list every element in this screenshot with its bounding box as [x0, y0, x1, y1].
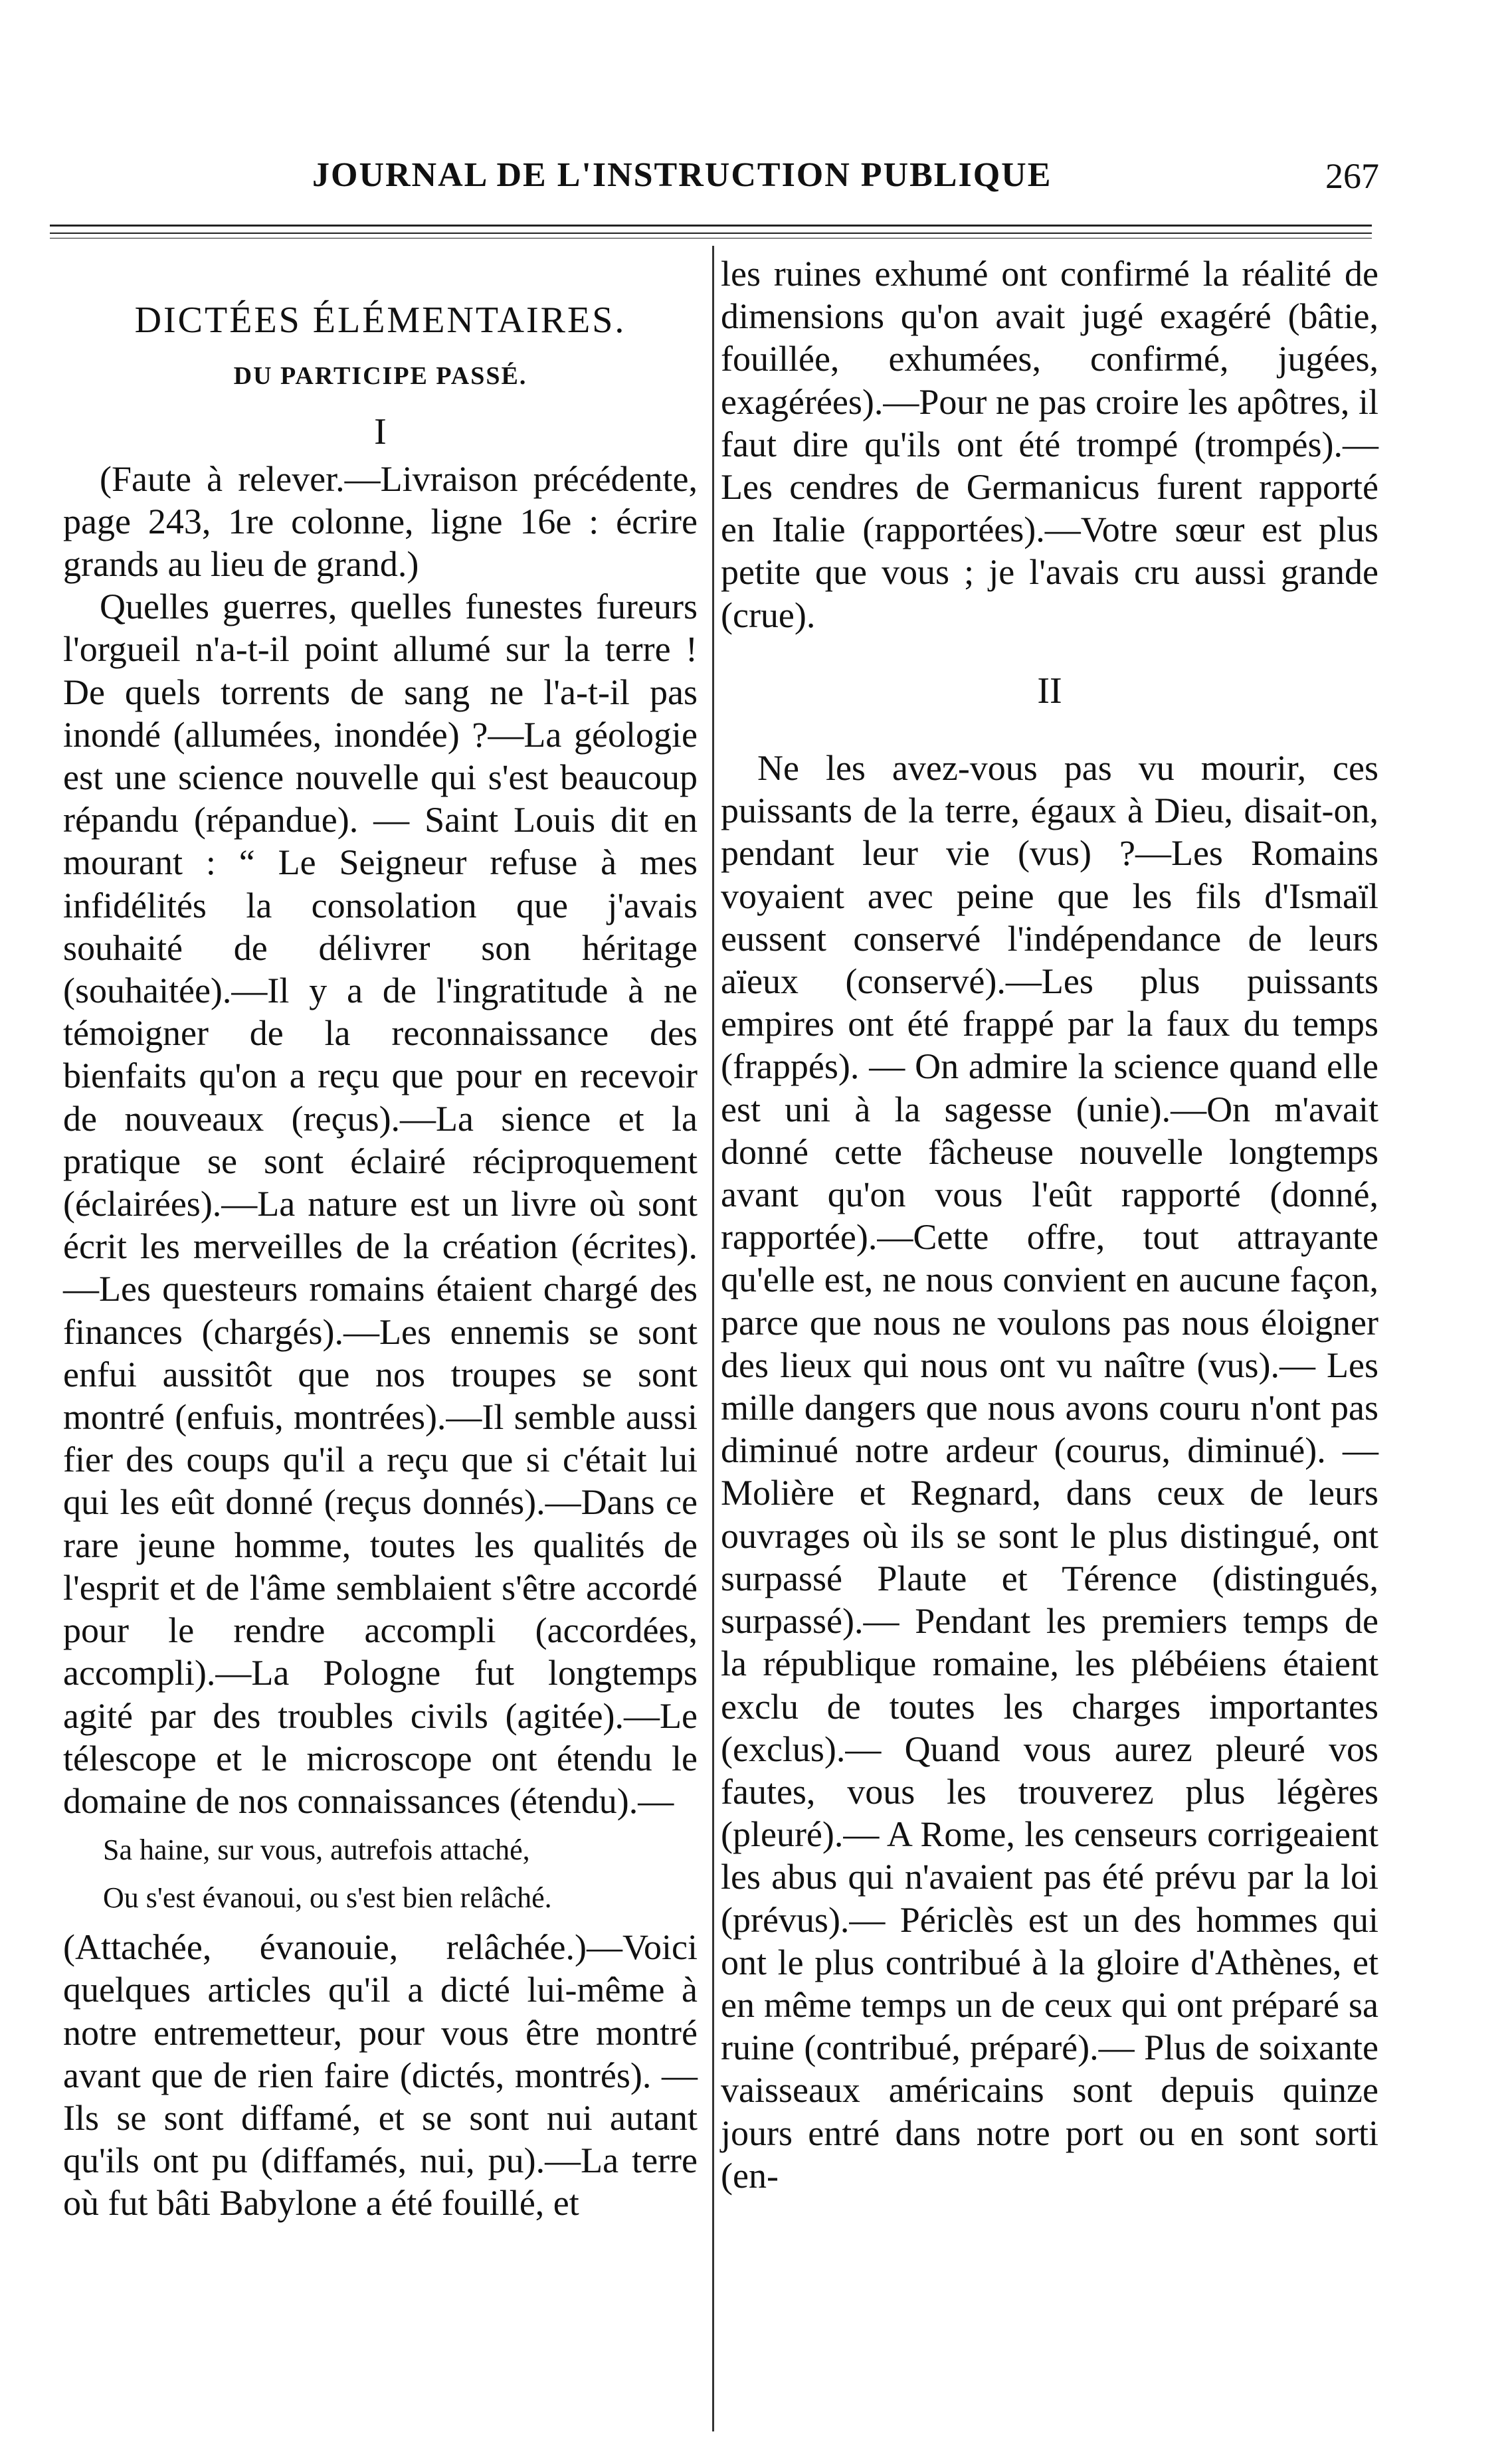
section-subtitle: DU PARTICIPE PASSÉ.	[233, 362, 527, 391]
left-column	[63, 252, 698, 2225]
dictation-paragraph: (Attachée, évanouie, relâchée.)—Voici quelques articles qu'il a dicté lui-même à notre entremetteur, pour vous être montré avant que de rien faire (dictés, montrés). —Ils se sont diffamé, et se sont nui autant qu'ils ont pu (diffamés, nui, pu).—La terre où fut bâti Babylone a été fouillé, et	[63, 1927, 698, 2224]
header-rule-double	[50, 233, 1372, 234]
dictation-paragraph: Quelles guerres, quelles funestes fureurs l'orgueil n'a-t-il point allumé sur la terre ! De quels torrents de sang ne l'a-t-il pas inondé (allumées, inondée) ?—La géologie est une science nouvelle qui s'est beaucoup répandu (répandue). — Saint Louis dit en mourant : “ Le Seigneur refuse à mes infidélités la consolation que j'avais souhaité de délivrer son héritage (souhaitée).—Il y a de l'ingratitude à ne témoigner de la reconnaissance des bienfaits qu'on a reçu que pour en recevoir de nouveaux (reçus).—La sience et la pratique se sont éclairé réciproquement (éclairées).—La nature est un livre où sont écrit les merveilles de la création (écrites).—Les questeurs romains étaient chargé des finances (chargés).—Les ennemis se sont enfui aussitôt que nos troupes se sont montré (enfuis, montrées).—Il semble aussi fier des coups qu'il a reçu que si c'était lui qui les eût donné (reçus donnés).—Dans ce rare jeune homme, toutes les qualités de l'esprit et de l'âme semblaient s'être accordé pour le rendre accompli (accordées, accompli).—La Pologne fut longtemps agité par des troubles civils (agitée).—Le télescope et le microscope ont étendu le domaine de nos connaissances (étendu).—	[63, 587, 698, 1821]
dictation-paragraph: Ne les avez-vous pas vu mourir, ces puissants de la terre, égaux à Dieu, disait-on, pendant leur vie (vus) ?—Les Romains voyaient avec peine que les fils d'Ismaïl eussent conservé l'indépendance de leurs aïeux (conservé).—Les plus puissants empires ont été frappé par la faux du temps (frappés). — On admire la science quand elle est uni à la sagesse (unie).—On m'avait donné cette fâcheuse nouvelle longtemps avant qu'on vous l'eût rapporté (donné, rapportée).—Cette offre, tout attrayante qu'elle est, ne nous convient en aucune façon, parce que nous ne voulons pas nous éloigner des lieux qui nous ont vu naître (vus).— Les mille dangers que nous avons couru n'ont pas diminué notre ardeur (courus, diminué). — Molière et Regnard, dans ceux de leurs ouvrages où ils se sont le plus distingué, ont surpassé Plaute et Térence (distingués, surpassé).— Pendant les premiers temps de la république romaine, les plébéiens étaient exclu de toutes les charges importantes (exclus).— Quand vous aurez pleuré vos fautes, vous les trouverez plus légères (pleuré).— A Rome, les censeurs corrigeaient les abus qui n'avaient pas été prévu par la loi (prévus).— Périclès est un des hommes qui ont le plus contribué à la gloire d'Athènes, et en même temps un de ceux qui ont préparé sa ruine (contribué, préparé).— Plus de soixante vaisseaux américains sont depuis quinze jours entré dans notre port ou en sont sorti (en-	[721, 748, 1378, 2196]
dictation-number-i: I	[374, 411, 387, 453]
dictation-number-ii: II	[1037, 670, 1062, 711]
running-title: JOURNAL DE L'INSTRUCTION PUBLIQUE	[312, 156, 1052, 194]
verse-line: Ou s'est évanoui, ou s'est bien relâché.	[103, 1881, 552, 1915]
column-divider	[712, 246, 714, 2431]
page-header	[0, 151, 1512, 205]
erratum-note: (Faute à relever.—Livraison précédente, page 243, 1re colonne, ligne 16e : écrire grands au lieu de grand.)	[63, 458, 698, 585]
section-title: DICTÉES ÉLÉMENTAIRES.	[134, 300, 626, 341]
verse-line: Sa haine, sur vous, autrefois attaché,	[103, 1834, 530, 1867]
header-rule	[50, 225, 1372, 227]
page-number: 267	[1325, 156, 1379, 196]
right-column	[721, 252, 1378, 2197]
dictation-paragraph: les ruines exhumé ont confirmé la réalité de dimensions qu'on avait jugé exagéré (bâtie, fouillée, exhumées, confirmé, jugées, exagérées).—Pour ne pas croire les apôtres, il faut dire qu'ils ont été trompé (trompés).—Les cendres de Germanicus furent rapporté en Italie (rapportées).—Votre sœur est plus petite que vous ; je l'avais cru aussi grande (crue).	[721, 254, 1378, 635]
